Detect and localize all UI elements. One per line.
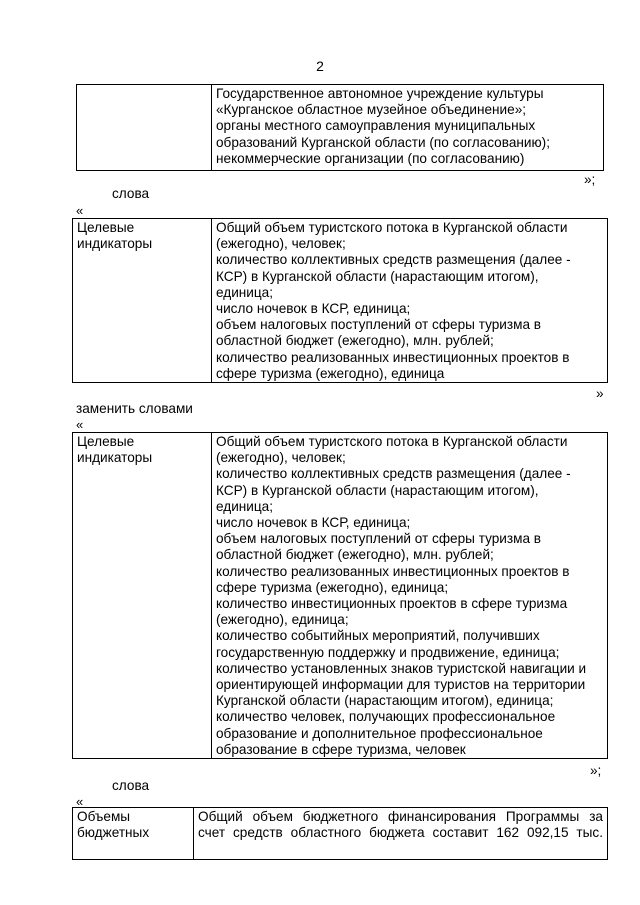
executors-line: органы местного самоуправления муниципальных xyxy=(216,118,536,134)
page-number: 2 xyxy=(316,58,324,74)
executors-line: образований Курганской области (по согласованию); xyxy=(216,134,550,150)
indicator-line: единица; xyxy=(216,284,274,300)
indicator-line: Курганской области (нарастающим итогом), единица; xyxy=(216,693,554,709)
indicator-line: КСР) в Курганской области (нарастающим итогом), xyxy=(216,482,539,498)
indicator-line: количество человек, получающих профессиональное xyxy=(216,709,556,725)
executors-line: некоммерческие организации (по согласованию) xyxy=(216,150,525,166)
indicators-table-old xyxy=(72,218,608,383)
executors-line: Государственное автономное учреждение культуры xyxy=(216,86,544,101)
indicator-line: (ежегодно), человек; xyxy=(216,450,346,466)
closing-quote: »; xyxy=(590,763,602,778)
indicator-line: образование в сфере туризма, человек xyxy=(216,741,466,757)
label-line: Объемы xyxy=(77,809,131,824)
budget-content-cell xyxy=(194,808,608,860)
indicator-line: областной бюджет (ежегодно), млн. рублей; xyxy=(216,547,494,563)
budget-table xyxy=(72,807,608,860)
budget-line: Общий объем бюджетного финансирования Программы за xyxy=(198,809,603,824)
indicator-line: Общий объем туристского потока в Курганской области xyxy=(216,220,568,235)
executors-line: «Курганское областное музейное объединение»; xyxy=(216,102,527,118)
indicator-line: количество коллективных средств размещения (далее - xyxy=(216,252,571,268)
slova-label: слова xyxy=(112,186,150,201)
executors-table xyxy=(76,84,604,171)
indicator-line: государственную поддержку и продвижение, единица; xyxy=(216,644,560,660)
indicator-line: количество реализованных инвестиционных проектов в xyxy=(216,349,570,365)
indicators-table-new xyxy=(72,432,608,759)
indicator-line: количество событийных мероприятий, получивших xyxy=(216,628,540,644)
indicator-line: число ночевок в КСР, единица; xyxy=(216,301,411,317)
indicator-line: количество инвестиционных проектов в сфере туризма xyxy=(216,596,568,612)
indicator-line: образование и дополнительное профессиональное xyxy=(216,725,543,741)
closing-quote: »; xyxy=(584,172,596,187)
indicator-line: Общий объем туристского потока в Курганской области xyxy=(216,434,568,449)
label-line: индикаторы xyxy=(77,450,153,466)
indicator-line: областной бюджет (ежегодно), млн. рублей; xyxy=(216,333,494,349)
indicators-content-cell xyxy=(212,219,608,383)
opening-quote: « xyxy=(76,203,84,218)
indicator-line: количество коллективных средств размещения (далее - xyxy=(216,466,571,482)
label-line: Целевые xyxy=(77,220,135,235)
label-line: индикаторы xyxy=(77,236,153,252)
indicators-label-cell xyxy=(73,433,212,759)
executors-label-cell xyxy=(77,85,212,171)
slova-label: слова xyxy=(112,778,150,793)
executors-content-cell xyxy=(212,85,604,171)
indicator-line: сфере туризма (ежегодно), единица xyxy=(216,365,445,381)
indicator-line: ориентирующей информации для туристов на территории xyxy=(216,677,586,693)
indicator-line: (ежегодно), единица; xyxy=(216,612,349,628)
indicator-line: КСР) в Курганской области (нарастающим итогом), xyxy=(216,268,539,284)
budget-label-cell xyxy=(73,808,194,860)
indicator-line: объем налоговых поступлений от сферы туризма в xyxy=(216,317,542,333)
indicator-line: единица; xyxy=(216,498,274,514)
opening-quote: « xyxy=(76,417,84,432)
indicators-content-cell xyxy=(212,433,608,759)
label-line: бюджетных xyxy=(77,825,150,841)
label-line: Целевые xyxy=(77,434,135,449)
indicator-line: число ночевок в КСР, единица; xyxy=(216,515,411,531)
indicator-line: количество установленных знаков туристской навигации и xyxy=(216,660,587,676)
replace-label: заменить словами xyxy=(76,401,193,416)
indicators-label-cell xyxy=(73,219,212,383)
indicator-line: сфере туризма (ежегодно), единица; xyxy=(216,579,449,595)
indicator-line: (ежегодно), человек; xyxy=(216,236,346,252)
opening-quote: « xyxy=(76,794,84,809)
closing-quote: » xyxy=(596,386,604,401)
indicator-line: объем налоговых поступлений от сферы туризма в xyxy=(216,531,542,547)
indicator-line: количество реализованных инвестиционных проектов в xyxy=(216,563,570,579)
budget-line: счет средств областного бюджета составит 162 092,15 тыс. xyxy=(198,825,603,841)
